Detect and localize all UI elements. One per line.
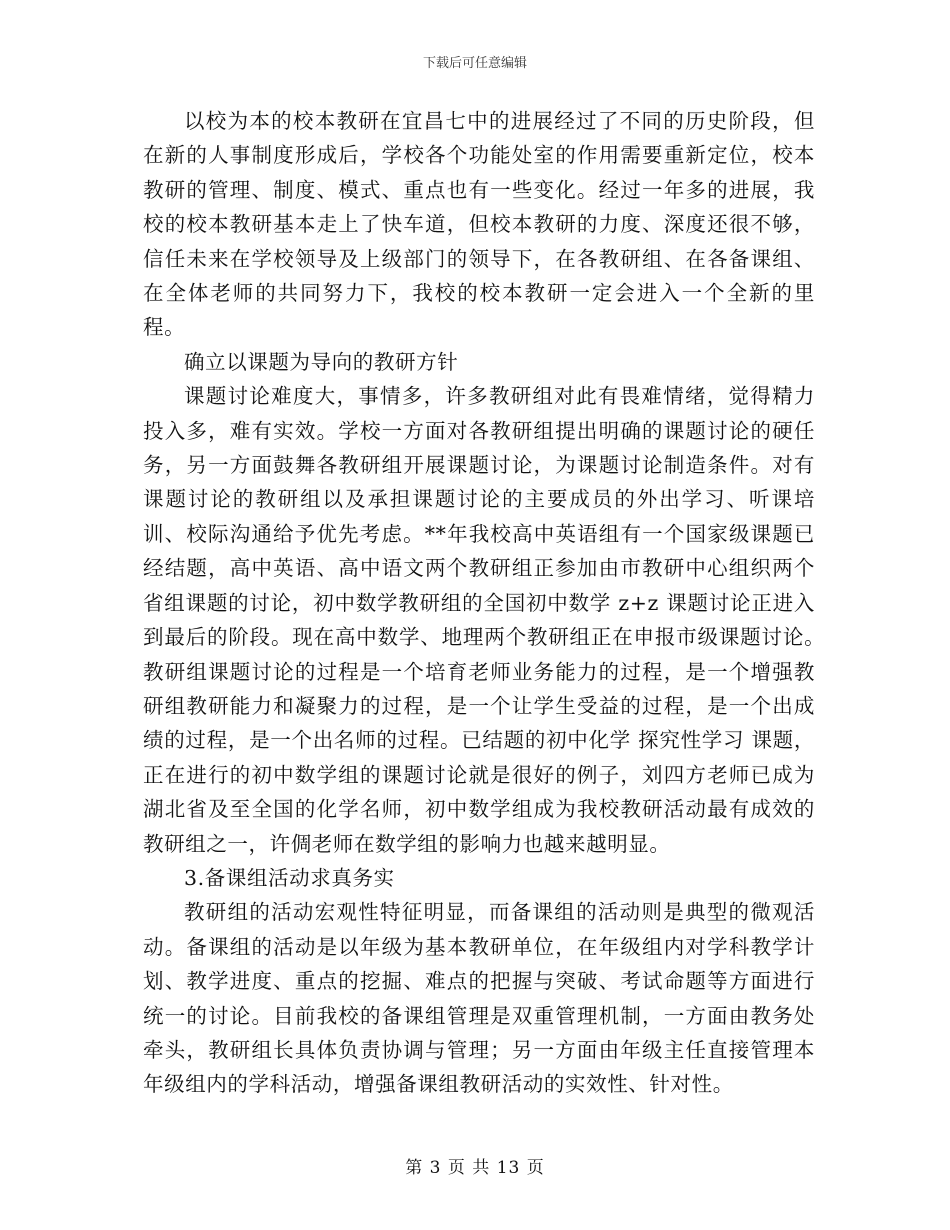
paragraph-research-topics: 课题讨论难度大，事情多，许多教研组对此有畏难情绪，觉得精力投入多，难有实效。学校一方面对各教研组提出明确的课题讨论的硬任务，另一方面鼓舞各教研组开展课题讨论，为课题讨论制造条件。对有课题讨论的教研组以及承担课题讨论的主要成员的外出学习、听课培训、校际沟通给予优先考虑。**年我校高中英语组有一个国家级课题已经结题，高中英语、高中语文两个教研组正参加由市教研中心组织两个省组课题的讨论，初中数学教研组的全国初中数学 z+z 课题讨论正进入到最后的阶段。现在高中数学、地理两个教研组正在申报市级课题讨论。 教研组课题讨论的过程是一个培育老师业务能力的过程，是一个增强教研组教研能力和凝聚力的过程，是一个让学生受益的过程，是一个出成绩的过程，是一个出名师的过程。已结题的初中化学 探究性学习 课题，正在进行的初中数学组的课题讨论就是很好的例子，刘四方老师已成为湖北省及至全国的化学名师，初中数学组成为我校教研活动最有成效的教研组之一，许倜老师在数学组的影响力也越来越明显。 <box>143 384 837 856</box>
document-body <box>143 104 837 1102</box>
paragraph-intro: 以校为本的校本教研在宜昌七中的进展经过了不同的历史阶段，但在新的人事制度形成后，学校各个功能处室的作用需要重新定位，校本教研的管理、制度、模式、重点也有一些变化。经过一年多的进展，我校的校本教研基本走上了快车道，但校本教研的力度、深度还很不够，信任未来在学校领导及上级部门的领导下，在各教研组、在各备课组、在全体老师的共同努力下，我校的校本教研一定会进入一个全新的里程。 <box>143 109 815 340</box>
page-footer: 第 3 页 共 13 页 <box>405 1158 545 1178</box>
section-heading-research-policy: 确立以课题为导向的教研方针 <box>184 349 459 374</box>
section-heading-lesson-groups: 3.备课组活动求真务实 <box>184 865 395 890</box>
page-header: 下载后可任意编辑 <box>422 56 527 71</box>
paragraph-lesson-groups: 教研组的活动宏观性特征明显，而备课组的活动则是典型的微观活动。备课组的活动是以年级为基本教研单位，在年级组内对学科教学计划、教学进度、重点的挖掘、难点的把握与突破、考试命题等方面进行统一的讨论。目前我校的备课组管理是双重管理机制，一方面由教务处牵头，教研组长具体负责协调与管理；另一方面由年级主任直接管理本年级组内的学科活动，增强备课组教研活动的实效性、针对性。 <box>143 900 815 1097</box>
